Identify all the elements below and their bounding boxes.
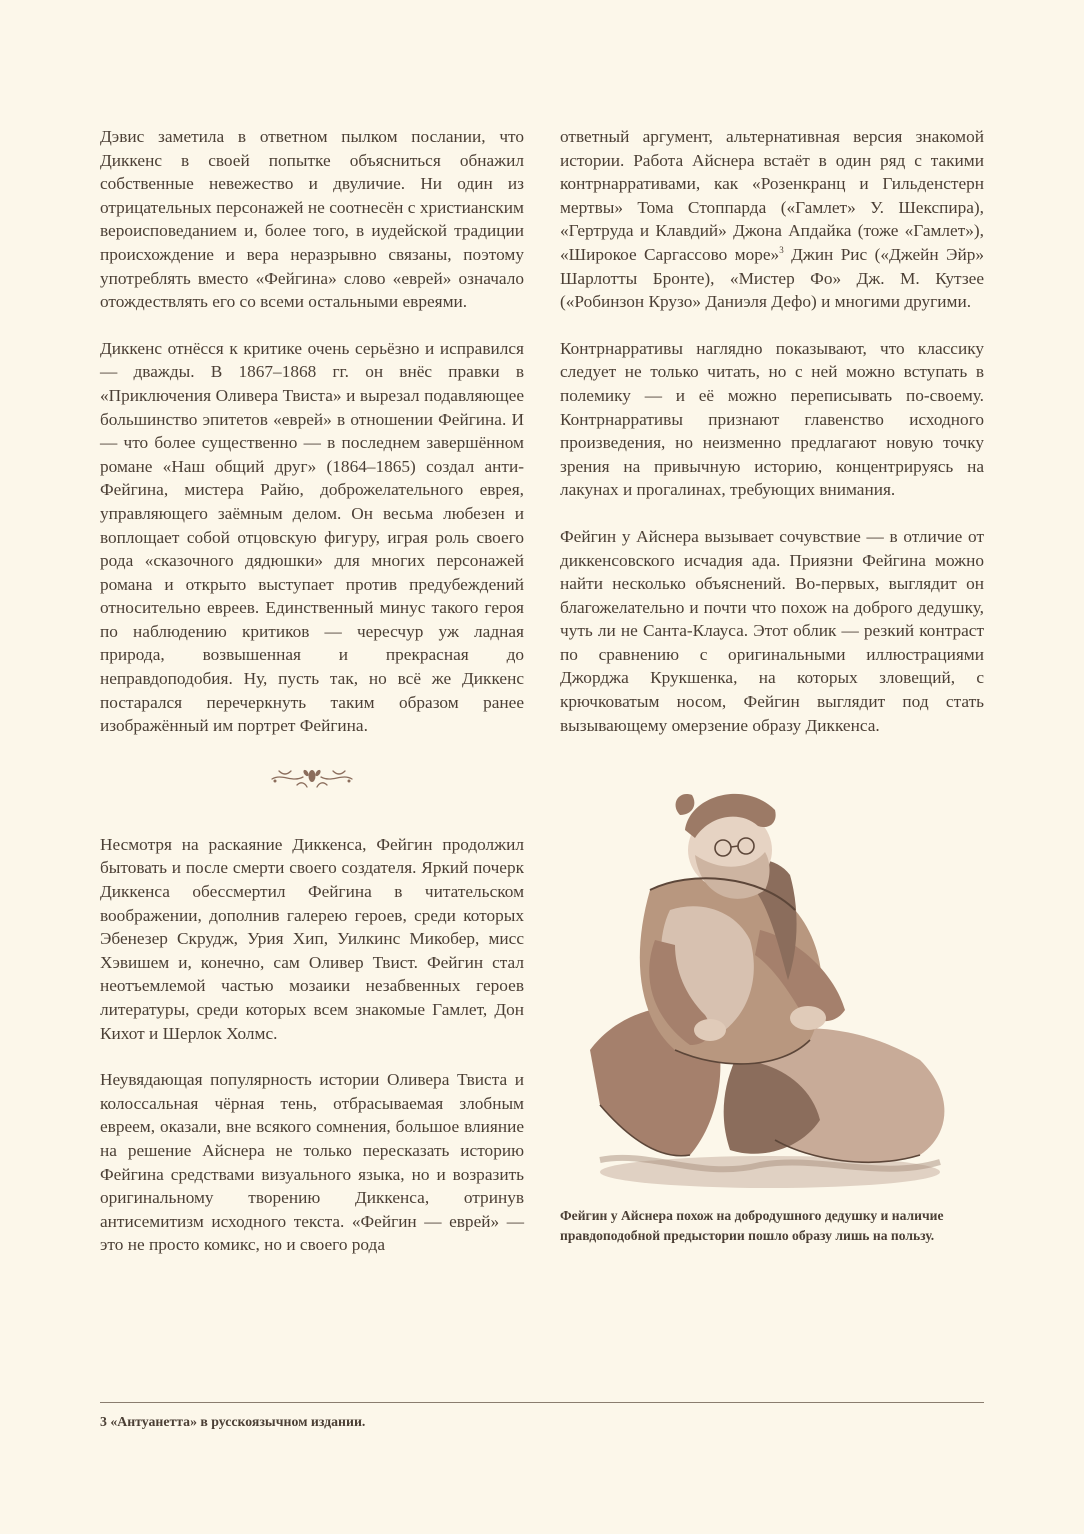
footnote-marker: 3 <box>779 245 784 256</box>
paragraph-text: Джин Рис («Джейн Эйр» Шарлотты Бронте), «Мистер Фо» Дж. М. Кутзее («Робинзон Крузо» Даниэля Дефо) и многими другими. <box>560 244 984 312</box>
paragraph: Дэвис заметила в ответном пылком послании, что Диккенс в своей попытке объясниться обнажил собственные невежество и двуличие. Ни один из отрицательных персонажей не соотнесён с христианским вероисповеданием и, более того, в иудейской традиции происхождение и вера неразрывно связаны, поэтому употреблять вместо «Фейгина» слово «еврей» означало отождествлять его со всеми остальными евреями. <box>100 127 524 312</box>
fagin-illustration <box>560 760 984 1200</box>
left-column <box>100 125 524 1280</box>
right-column <box>560 125 984 1246</box>
footnote: 3 «Антуанетта» в русскоязычном издании. <box>100 1414 366 1429</box>
paragraph: Диккенс отнёсся к критике очень серьёзно и исправился — дважды. В 1867–1868 гг. он внёс правки в «Приключения Оливера Твиста» и вырезал подавляющее большинство эпитетов «еврей» в отношении Фейгина. И — что более существенно — в последнем завершённом романе «Наш общий друг» (1864–1865) создал анти-Фейгина, мистера Райю, доброжелательного еврея, управляющего заёмным делом. Он весьма любезен и воплощает собой отцовскую фигуру, играя роль своего рода «сказочного дядюшки» для многих персонажей романа и открыто выступает против предубеждений относительно евреев. Единственный минус такого героя по наблюдению критиков — чересчур уж ладная природа, возвышенная и прекрасная до неправдоподобия. Ну, пусть так, но всё же Диккенс постарался перечеркнуть таким образом ранее изображённый им портрет Фейгина. <box>100 338 524 736</box>
footnote-divider <box>100 1402 984 1403</box>
paragraph-text: ответный аргумент, альтернативная версия знакомой истории. Работа Айснера встаёт в один ряд с такими контрнарративами, как «Розенкранц и Гильденстерн мертвы» Тома Стоппарда («Гамлет» У. Шекспира), «Гертруда и Клавдий» Джона Апдайка (тоже «Гамлет»), «Широкое Саргассово море» <box>560 127 984 264</box>
paragraph <box>560 125 984 314</box>
ornament-divider-icon <box>267 761 357 791</box>
paragraph: Неувядающая популярность истории Оливера Твиста и колоссальная чёрная тень, отбрасываемая злобным евреем, оказали, вне всякого сомнения, большое влияние на решение Айснера не только пересказать историю Фейгина средствами визуального языка, но и возразить оригинальному творению Диккенса, отринув антисемитизм исходного текста. «Фейгин — еврей» — это не просто комикс, но и своего рода <box>100 1070 524 1255</box>
paragraph: Несмотря на раскаяние Диккенса, Фейгин продолжил бытовать и после смерти своего создателя. Яркий почерк Диккенса обессмертил Фейгина в читательском воображении, дополнив галерею героев, среди которых Эбенезер Скрудж, Урия Хип, Уилкинс Микобер, мисс Хэвишем и, конечно, сам Оливер Твист. Фейгин стал неотъемлемой частью мозаики незабвенных героев литературы, среди которых всем знакомые Гамлет, Дон Кихот и Шерлок Холмс. <box>100 834 524 1043</box>
paragraph: Контрнарративы наглядно показывают, что классику следует не только читать, но с ней можно вступать в полемику — и её можно переписывать по-своему. Контрнарративы признают главенство исходного произведения, но неизменно предлагают новую точку зрения на привычную историю, концентрируясь на лакунах и прогалинах, требующих внимания. <box>560 338 984 500</box>
paragraph: Фейгин у Айснера вызывает сочувствие — в отличие от диккенсовского исчадия ада. Приязни Фейгина можно найти несколько объяснений. Во-первых, выглядит он благожелательно и почти что похож на доброго дедушку, чуть ли не Санта-Клауса. Этот облик — резкий контраст по сравнению с оригинальными иллюстрациями Джорджа Крукшенка, на которых зловещий, с крючковатым носом, Фейгин выглядит под стать вызывающему омерзение образу Диккенса. <box>560 526 984 735</box>
illustration-caption: Фейгин у Айснера похож на добродушного дедушку и наличие правдоподобной предыстории пошло образу лишь на пользу. <box>560 1208 944 1244</box>
